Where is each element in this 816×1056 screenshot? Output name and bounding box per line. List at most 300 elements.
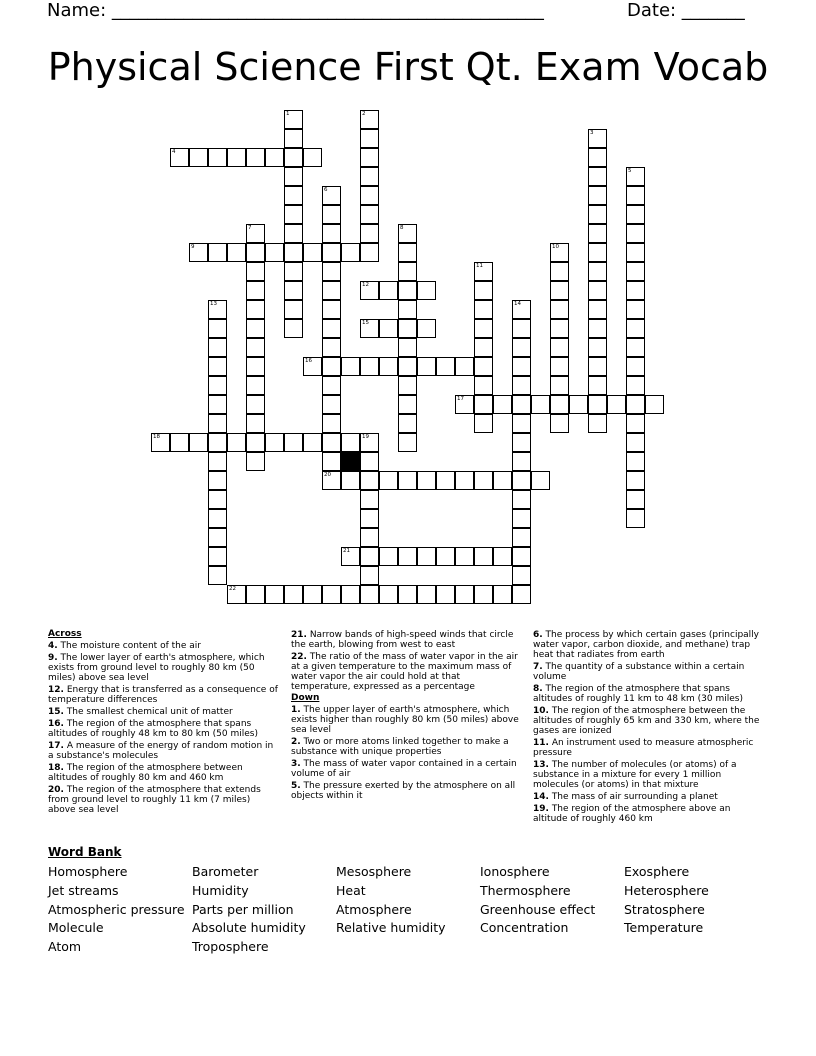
clue-item — [48, 785, 278, 815]
word-bank-item: Ionosphere — [480, 864, 550, 879]
crossword-cell[interactable] — [284, 243, 303, 262]
crossword-cell[interactable] — [588, 205, 607, 224]
crossword-cell[interactable] — [341, 471, 360, 490]
clue-text: A measure of the energy of random motion in a substance's molecules — [48, 741, 274, 761]
crossword-cell[interactable] — [588, 300, 607, 319]
word-bank-item: Concentration — [480, 920, 569, 936]
crossword-cell[interactable] — [208, 471, 227, 490]
crossword-cell[interactable] — [550, 319, 569, 338]
crossword-cell[interactable] — [626, 243, 645, 262]
crossword-cell[interactable] — [417, 547, 436, 566]
clue-text: The smallest chemical unit of matter — [63, 707, 233, 717]
crossword-cell[interactable] — [626, 167, 645, 186]
crossword-cell[interactable] — [208, 490, 227, 509]
clue-item — [533, 662, 765, 682]
crossword-cell[interactable] — [284, 205, 303, 224]
crossword-cell[interactable] — [208, 395, 227, 414]
crossword-cell[interactable] — [360, 281, 379, 300]
crossword-cell[interactable] — [322, 395, 341, 414]
crossword-cell[interactable] — [493, 547, 512, 566]
crossword-cell[interactable] — [303, 148, 322, 167]
crossword-cell[interactable] — [645, 395, 664, 414]
crossword-cell[interactable] — [550, 300, 569, 319]
crossword-cell[interactable] — [474, 414, 493, 433]
crossword-cell[interactable] — [436, 471, 455, 490]
crossword-cell[interactable] — [341, 547, 360, 566]
crossword-cell[interactable] — [322, 281, 341, 300]
clue-number: 5 — [628, 168, 632, 174]
clue-number: 3 — [590, 130, 594, 136]
clue-number: 19 — [362, 434, 369, 440]
crossword-cell[interactable] — [398, 357, 417, 376]
word-bank-item: Molecule — [48, 920, 104, 936]
crossword-cell[interactable] — [360, 129, 379, 148]
crossword-cell[interactable] — [322, 300, 341, 319]
crossword-cell[interactable] — [322, 471, 341, 490]
clue-number-label: 1. — [291, 705, 301, 715]
crossword-cell[interactable] — [626, 186, 645, 205]
crossword-cell[interactable] — [208, 243, 227, 262]
crossword-cell[interactable] — [360, 110, 379, 129]
crossword-cell[interactable] — [626, 319, 645, 338]
crossword-cell[interactable] — [626, 509, 645, 528]
crossword-cell[interactable] — [398, 300, 417, 319]
crossword-cell[interactable] — [588, 186, 607, 205]
crossword-cell[interactable] — [360, 243, 379, 262]
crossword-cell[interactable] — [398, 414, 417, 433]
crossword-cell[interactable] — [208, 338, 227, 357]
crossword-cell[interactable] — [322, 338, 341, 357]
crossword-cell[interactable] — [246, 243, 265, 262]
crossword-cell[interactable] — [246, 433, 265, 452]
crossword-cell[interactable] — [246, 224, 265, 243]
crossword-cell[interactable] — [588, 338, 607, 357]
crossword-cell[interactable] — [284, 319, 303, 338]
crossword-cell[interactable] — [208, 300, 227, 319]
name-field[interactable]: Name: ________________________________________________ — [47, 0, 544, 21]
crossword-cell[interactable] — [227, 148, 246, 167]
crossword-cell[interactable] — [455, 395, 474, 414]
crossword-cell[interactable] — [626, 414, 645, 433]
crossword-cell[interactable] — [607, 395, 626, 414]
crossword-cell[interactable] — [379, 585, 398, 604]
crossword-cell[interactable] — [455, 547, 474, 566]
crossword-cell[interactable] — [398, 262, 417, 281]
crossword-cell[interactable] — [417, 357, 436, 376]
crossword-cell[interactable] — [360, 452, 379, 471]
crossword-cell[interactable] — [474, 300, 493, 319]
crossword-cell[interactable] — [531, 471, 550, 490]
crossword-cell[interactable] — [550, 243, 569, 262]
crossword-cell[interactable] — [626, 338, 645, 357]
clue-number: 13 — [210, 301, 217, 307]
clue-text: The quantity of a substance within a certain volume — [533, 662, 745, 682]
crossword-cell[interactable] — [246, 338, 265, 357]
crossword-cell[interactable] — [360, 205, 379, 224]
crossword-cell[interactable] — [455, 585, 474, 604]
crossword-cell[interactable] — [246, 376, 265, 395]
clue-text: The region of the atmosphere between altitudes of roughly 80 km and 460 km — [48, 763, 243, 783]
crossword-cell[interactable] — [398, 224, 417, 243]
clue-text: The region of the atmosphere above an altitude of roughly 460 km — [533, 804, 731, 824]
crossword-cell[interactable] — [265, 585, 284, 604]
crossword-cell[interactable] — [455, 357, 474, 376]
crossword-cell[interactable] — [246, 281, 265, 300]
crossword-cell[interactable] — [322, 452, 341, 471]
crossword-cell[interactable] — [322, 205, 341, 224]
crossword-cell[interactable] — [208, 566, 227, 585]
crossword-cell[interactable] — [341, 433, 360, 452]
crossword-cell[interactable] — [417, 471, 436, 490]
word-bank-item: Relative humidity — [336, 920, 446, 936]
clue-number-label: 7. — [533, 662, 543, 672]
crossword-cell[interactable] — [626, 395, 645, 414]
word-bank-item: Exosphere — [624, 864, 690, 879]
clue-number: 8 — [400, 225, 404, 231]
crossword-cell[interactable] — [398, 243, 417, 262]
crossword-cell[interactable] — [265, 148, 284, 167]
crossword-cell[interactable] — [322, 585, 341, 604]
crossword-cell[interactable] — [189, 243, 208, 262]
clue-number-label: 21. — [291, 630, 307, 640]
crossword-cell[interactable] — [208, 547, 227, 566]
crossword-cell[interactable] — [360, 224, 379, 243]
crossword-cell[interactable] — [246, 452, 265, 471]
crossword-cell[interactable] — [626, 357, 645, 376]
crossword-cell[interactable] — [626, 471, 645, 490]
clue-number-label: 14. — [533, 792, 549, 802]
crossword-cell[interactable] — [360, 547, 379, 566]
crossword-cell[interactable] — [512, 547, 531, 566]
clue-item — [48, 653, 278, 683]
across-heading: Across — [48, 629, 82, 639]
clue-item — [291, 652, 521, 692]
crossword-cell[interactable] — [284, 167, 303, 186]
crossword-cell[interactable] — [626, 490, 645, 509]
crossword-cell[interactable] — [626, 205, 645, 224]
clue-number-label: 19. — [533, 804, 549, 814]
crossword-cell[interactable] — [246, 414, 265, 433]
crossword-cell[interactable] — [208, 319, 227, 338]
word-bank-title: Word Bank — [48, 845, 122, 859]
crossword-cell[interactable] — [322, 224, 341, 243]
crossword-cell[interactable] — [303, 357, 322, 376]
crossword-cell[interactable] — [284, 148, 303, 167]
word-bank-item: Greenhouse effect — [480, 901, 596, 917]
crossword-cell[interactable] — [569, 395, 588, 414]
crossword-cell[interactable] — [417, 585, 436, 604]
crossword-cell[interactable] — [550, 395, 569, 414]
crossword-cell[interactable] — [379, 281, 398, 300]
crossword-cell[interactable] — [284, 281, 303, 300]
crossword-cell[interactable] — [626, 376, 645, 395]
crossword-cell[interactable] — [284, 300, 303, 319]
clue-text: The region of the atmosphere between the altitudes of roughly 65 km and 330 km, where the gases are ionized — [533, 706, 760, 736]
clue-number-label: 17. — [48, 741, 64, 751]
crossword-cell[interactable] — [360, 528, 379, 547]
clue-number-label: 10. — [533, 706, 549, 716]
word-bank-item: Troposphere — [192, 939, 269, 955]
crossword-cell[interactable] — [246, 300, 265, 319]
crossword-cell[interactable] — [550, 414, 569, 433]
crossword-cell[interactable] — [398, 471, 417, 490]
crossword-cell[interactable] — [322, 357, 341, 376]
word-bank-item: Stratosphere — [624, 901, 705, 917]
crossword-cell[interactable] — [512, 528, 531, 547]
crossword-cell[interactable] — [512, 414, 531, 433]
crossword-cell[interactable] — [246, 585, 265, 604]
crossword-cell[interactable] — [588, 148, 607, 167]
crossword-cell[interactable] — [227, 243, 246, 262]
clue-text: The lower layer of earth's atmosphere, which exists from ground level to roughly 80 km (50 miles) above sea level — [48, 653, 265, 683]
crossword-cell[interactable] — [493, 585, 512, 604]
crossword-cell[interactable] — [246, 319, 265, 338]
clue-number-label: 5. — [291, 781, 301, 791]
crossword-cell[interactable] — [531, 395, 550, 414]
crossword-cell[interactable] — [322, 243, 341, 262]
crossword-cell[interactable] — [303, 433, 322, 452]
crossword-cell[interactable] — [398, 376, 417, 395]
clue-text: The mass of air surrounding a planet — [548, 792, 718, 802]
crossword-cell[interactable] — [512, 376, 531, 395]
crossword-cell[interactable] — [303, 585, 322, 604]
clue-number-label: 8. — [533, 684, 543, 694]
crossword-cell[interactable] — [455, 471, 474, 490]
crossword-cell[interactable] — [360, 357, 379, 376]
crossword-cell[interactable] — [512, 471, 531, 490]
crossword-cell[interactable] — [398, 281, 417, 300]
crossword-cell[interactable] — [284, 262, 303, 281]
clue-text: The ratio of the mass of water vapor in the air at a given temperature to the maximum mass of water vapor the air could hold at that temperature, expressed as a percentage — [291, 652, 518, 692]
date-field[interactable]: Date: _______ — [627, 0, 745, 21]
crossword-cell[interactable] — [588, 129, 607, 148]
crossword-cell[interactable] — [626, 281, 645, 300]
crossword-cell[interactable] — [322, 319, 341, 338]
crossword-cell[interactable] — [550, 281, 569, 300]
crossword-cell[interactable] — [474, 357, 493, 376]
crossword-cell[interactable] — [588, 395, 607, 414]
crossword-cell[interactable] — [512, 585, 531, 604]
clue-number-label: 9. — [48, 653, 58, 663]
clue-text: Narrow bands of high-speed winds that circle the earth, blowing from west to east — [291, 630, 514, 650]
crossword-cell[interactable] — [246, 357, 265, 376]
word-bank-item: Thermosphere — [480, 882, 571, 898]
clue-number: 16 — [305, 358, 312, 364]
crossword-cell[interactable] — [512, 395, 531, 414]
clue-item — [48, 707, 278, 717]
word-bank-item: Parts per million — [192, 901, 294, 917]
clue-item — [533, 760, 765, 790]
word-bank-item: Humidity — [192, 882, 249, 898]
crossword-cell[interactable] — [550, 376, 569, 395]
clue-number-label: 15. — [48, 707, 64, 717]
crossword-cell[interactable] — [626, 224, 645, 243]
crossword-cell[interactable] — [417, 319, 436, 338]
crossword-cell[interactable] — [474, 281, 493, 300]
crossword-cell[interactable] — [360, 471, 379, 490]
clue-number: 21 — [343, 548, 350, 554]
crossword-cell[interactable] — [379, 357, 398, 376]
black-square — [341, 452, 360, 471]
clue-item — [48, 685, 278, 705]
crossword-cell[interactable] — [626, 452, 645, 471]
crossword-cell[interactable] — [474, 547, 493, 566]
crossword-cell[interactable] — [189, 148, 208, 167]
crossword-cell[interactable] — [379, 471, 398, 490]
crossword-cell[interactable] — [360, 148, 379, 167]
crossword-cell[interactable] — [208, 509, 227, 528]
crossword-cell[interactable] — [208, 357, 227, 376]
crossword-cell[interactable] — [170, 433, 189, 452]
word-bank-item: Barometer — [192, 864, 259, 879]
crossword-cell[interactable] — [626, 300, 645, 319]
crossword-cell[interactable] — [398, 338, 417, 357]
clue-number: 17 — [457, 396, 464, 402]
clue-number-label: 13. — [533, 760, 549, 770]
crossword-cell[interactable] — [398, 395, 417, 414]
crossword-cell[interactable] — [360, 433, 379, 452]
clue-number: 11 — [476, 263, 483, 269]
crossword-cell[interactable] — [227, 585, 246, 604]
crossword-cell[interactable] — [588, 319, 607, 338]
crossword-cell[interactable] — [379, 547, 398, 566]
crossword-cell[interactable] — [626, 433, 645, 452]
crossword-cell[interactable] — [360, 585, 379, 604]
crossword-cell[interactable] — [588, 414, 607, 433]
crossword-cell[interactable] — [588, 224, 607, 243]
crossword-cell[interactable] — [512, 452, 531, 471]
crossword-cell[interactable] — [474, 395, 493, 414]
clue-number: 22 — [229, 586, 236, 592]
crossword-cell[interactable] — [398, 433, 417, 452]
crossword-cell[interactable] — [208, 376, 227, 395]
crossword-cell[interactable] — [303, 243, 322, 262]
crossword-cell[interactable] — [512, 357, 531, 376]
crossword-cell[interactable] — [588, 281, 607, 300]
crossword-cell[interactable] — [284, 433, 303, 452]
clue-number: 2 — [362, 111, 366, 117]
crossword-cell[interactable] — [360, 186, 379, 205]
crossword-cell[interactable] — [265, 243, 284, 262]
crossword-cell[interactable] — [512, 566, 531, 585]
clue-text: The number of molecules (or atoms) of a substance in a mixture for every 1 million molecules (or atoms) in that mixture — [533, 760, 737, 790]
crossword-cell[interactable] — [360, 167, 379, 186]
clue-text: The upper layer of earth's atmosphere, which exists higher than roughly 80 km (50 miles) above sea level — [291, 705, 519, 735]
crossword-cell[interactable] — [341, 243, 360, 262]
crossword-cell[interactable] — [588, 262, 607, 281]
crossword-cell[interactable] — [436, 357, 455, 376]
crossword-cell[interactable] — [474, 319, 493, 338]
crossword-cell[interactable] — [512, 433, 531, 452]
clue-text: The process by which certain gases (principally water vapor, carbon dioxide, and methane) trap heat that radiates from earth — [533, 630, 760, 660]
crossword-cell[interactable] — [189, 433, 208, 452]
crossword-cell[interactable] — [417, 281, 436, 300]
crossword-cell[interactable] — [550, 338, 569, 357]
crossword-cell[interactable] — [398, 319, 417, 338]
crossword-cell[interactable] — [493, 471, 512, 490]
crossword-cell[interactable] — [322, 262, 341, 281]
crossword-cell[interactable] — [360, 566, 379, 585]
crossword-cell[interactable] — [227, 433, 246, 452]
clue-text: The region of the atmosphere that extends from ground level to roughly 11 km (7 miles) above sea level — [48, 785, 261, 815]
crossword-cell[interactable] — [588, 376, 607, 395]
crossword-cell[interactable] — [550, 262, 569, 281]
crossword-cell[interactable] — [208, 528, 227, 547]
crossword-cell[interactable] — [588, 167, 607, 186]
crossword-cell[interactable] — [322, 186, 341, 205]
crossword-cell[interactable] — [512, 490, 531, 509]
clue-number: 1 — [286, 111, 290, 117]
clue-number-label: 6. — [533, 630, 543, 640]
crossword-cell[interactable] — [512, 300, 531, 319]
clue-item — [48, 763, 278, 783]
clue-number: 14 — [514, 301, 521, 307]
crossword-cell[interactable] — [398, 585, 417, 604]
crossword-cell[interactable] — [284, 585, 303, 604]
crossword-cell[interactable] — [379, 319, 398, 338]
crossword-cell[interactable] — [322, 414, 341, 433]
crossword-cell[interactable] — [493, 395, 512, 414]
crossword-cell[interactable] — [474, 471, 493, 490]
crossword-cell[interactable] — [246, 148, 265, 167]
crossword-cell[interactable] — [208, 433, 227, 452]
crossword-cell[interactable] — [360, 490, 379, 509]
crossword-cell[interactable] — [341, 357, 360, 376]
crossword-cell[interactable] — [151, 433, 170, 452]
crossword-cell[interactable] — [208, 414, 227, 433]
crossword-cell[interactable] — [360, 509, 379, 528]
crossword-cell[interactable] — [360, 319, 379, 338]
clue-number-label: 20. — [48, 785, 64, 795]
crossword-cell[interactable] — [588, 243, 607, 262]
crossword-cell[interactable] — [474, 376, 493, 395]
crossword-cell[interactable] — [626, 262, 645, 281]
crossword-cell[interactable] — [208, 452, 227, 471]
clue-number-label: 3. — [291, 759, 301, 769]
crossword-cell[interactable] — [208, 148, 227, 167]
clue-item — [533, 630, 765, 660]
crossword-cell[interactable] — [246, 262, 265, 281]
crossword-cell[interactable] — [265, 433, 284, 452]
clue-text: Energy that is transferred as a consequence of temperature differences — [48, 685, 278, 705]
crossword-cell[interactable] — [436, 547, 455, 566]
crossword-cell[interactable] — [550, 357, 569, 376]
page-title: Physical Science First Qt. Exam Vocab — [47, 45, 769, 89]
crossword-cell[interactable] — [170, 148, 189, 167]
crossword-cell[interactable] — [284, 129, 303, 148]
crossword-cell[interactable] — [284, 110, 303, 129]
crossword-cell[interactable] — [436, 585, 455, 604]
clue-item — [291, 630, 521, 650]
crossword-cell[interactable] — [246, 395, 265, 414]
clues-column-3 — [533, 628, 765, 824]
crossword-cell[interactable] — [512, 338, 531, 357]
crossword-cell[interactable] — [398, 547, 417, 566]
crossword-cell[interactable] — [474, 262, 493, 281]
clue-number-label: 4. — [48, 641, 58, 651]
crossword-cell[interactable] — [474, 338, 493, 357]
crossword-cell[interactable] — [322, 433, 341, 452]
crossword-cell[interactable] — [284, 224, 303, 243]
word-bank-item: Homosphere — [48, 864, 128, 879]
crossword-cell[interactable] — [512, 319, 531, 338]
crossword-cell[interactable] — [284, 186, 303, 205]
crossword-cell[interactable] — [512, 509, 531, 528]
crossword-cell[interactable] — [588, 357, 607, 376]
crossword-cell[interactable] — [474, 585, 493, 604]
crossword-cell[interactable] — [322, 376, 341, 395]
crossword-cell[interactable] — [341, 585, 360, 604]
